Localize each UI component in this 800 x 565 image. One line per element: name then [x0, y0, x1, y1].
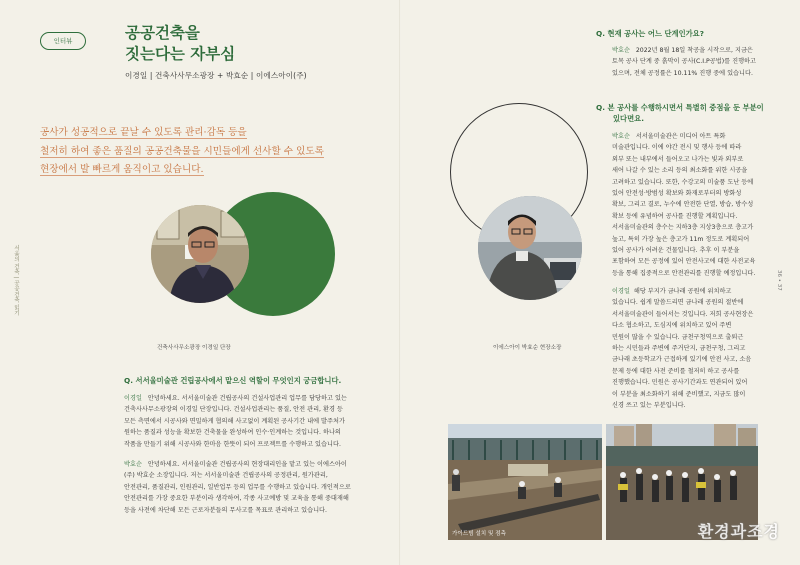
- lead-line-2: 철저히 하여 좋은 품질의 공공건축물을 시민들에게 선사할 수 있도록: [40, 145, 324, 157]
- answer-line: 등을 통해 집중적으로 안전관리를 진행할 예정입니다.: [612, 269, 756, 277]
- answer-line: 새어 나갈 수 있는 소리 등의 최소화를 위한 시공을: [612, 167, 748, 175]
- answer-line: 있어 안전성·방범성 확보와 화재로부터의 방화성: [612, 190, 742, 198]
- question-role: Q. 서서울미술관 건립공사에서 맡으신 역할이 무엇인지 궁금합니다.: [124, 376, 342, 385]
- article-title: [125, 22, 235, 64]
- answer-line: (주) 박효순 소장입니다. 저는 서서울미술관 건립공사의 공정관리, 원가관리,: [124, 472, 328, 480]
- byline: 이경일 | 건축사사무소광장 + 박효순 | 이에스아이(주): [125, 71, 307, 80]
- answer-line: 작품을 만들기 위해 시공사와 한마음 한뜻이 되어 프로젝트를 수행하고 있습니다.: [124, 440, 341, 448]
- answer-line: 하는 시민들과 주변에 주거단지, 금천구청, 그리고: [612, 345, 746, 353]
- answer-park-focus: [612, 131, 782, 279]
- answer-line: 고려하고 있습니다. 또한, 수강고의 미술품 도난 등에: [612, 178, 754, 186]
- photo-caption-lee: 건축사사무소광장 이경일 단장: [157, 345, 231, 351]
- speaker-park: 박효순: [612, 133, 630, 140]
- question-focus: [596, 102, 764, 124]
- answer-line: 안전관리, 품질관리, 인원관리, 일반업무 등의 업무를 수행하고 있습니다. 개인적으로: [124, 483, 351, 491]
- answer-line: 건축사사무소광장의 이경일 단장입니다. 건설사업관리는 품질, 안전 관리, 환경 등: [124, 406, 343, 414]
- lead-quote: [40, 124, 360, 180]
- speaker-lee: 이경일: [612, 288, 630, 295]
- answer-line: 확보 등에 유념하여 공사를 진행할 계획입니다.: [612, 212, 738, 220]
- answer-line: 안녕하세요. 서서울미술관 건립공사의 건설사업관리 업무를 담당하고 있는: [147, 395, 347, 402]
- title-line-2: 짓는다는 자부심: [125, 44, 236, 63]
- question-stage: Q. 현재 공사는 어느 단계인가요?: [596, 29, 704, 38]
- answer-line: 안전관리를 가장 중요한 부분이라 생각하여, 각종 사고예방 및 교육을 통해 중대재해: [124, 495, 349, 503]
- answer-line: 진행했습니다. 민원은 공사기간과도 연관되어 있어: [612, 379, 748, 387]
- answer-line: 금나래 초등학교가 근접하게 있기에 안전 사고, 소음: [612, 356, 752, 364]
- answer-park-stage: [612, 45, 782, 79]
- answer-line: 모든 측면에서 시공사와 면밀하게 협의해 사고없이 계획된 공사기간 내에 발주처가: [124, 417, 345, 425]
- lead-line-3: 현장에서 발 빠르게 움직이고 있습니다.: [40, 164, 204, 175]
- question-focus-line-2: 있다면요.: [613, 114, 644, 123]
- speaker-park: 박효순: [124, 461, 142, 468]
- answer-lee-complaints: [612, 286, 782, 411]
- answer-line: 문제 등에 대한 사전 준비를 철저히 하고 공사를: [612, 367, 740, 375]
- answer-line: 신경 쓰고 있는 부분입니다.: [612, 402, 686, 410]
- answer-line: 서서울미술관의 층수는 지하3층 지상3층으로 층고가: [612, 224, 754, 232]
- page-numbers: 36 • 37: [776, 270, 782, 291]
- site-photo-1-illustration: [448, 424, 602, 540]
- answer-line: 외부 또는 내부에서 들어오고 나가는 빛과 외부로: [612, 155, 744, 163]
- answer-line: 서서울미술관이 들어서는 것입니다. 저희 공사현장은: [612, 310, 754, 318]
- publisher-watermark: 환경과조경: [697, 522, 780, 541]
- portrait-lee-illustration: [151, 205, 249, 303]
- answer-line: 토목 공사 단계 중 흙막이 공사(C.I.P공법)를 진행하고: [612, 58, 757, 66]
- portrait-photo-park: [478, 196, 582, 300]
- section-label-vertical: 서울의 건축 | 공공건축 읽기: [13, 245, 19, 316]
- question-focus-line-1: Q. 본 공사를 수행하시면서 특별히 중점을 둔 부분이: [596, 103, 764, 112]
- answer-line: 원하는 품질과 성능을 확보한 건축물을 완성하여 인수·인계하는 것입니다. 하나의: [124, 429, 341, 437]
- interview-tag: 인터뷰: [40, 32, 86, 50]
- portrait-park-illustration: [478, 196, 582, 300]
- page-fold: [399, 0, 401, 565]
- answer-line: 있으며, 전체 공정률은 10.11% 진행 중에 있습니다.: [612, 69, 753, 77]
- answer-line: 서서울미술관은 미디어 아트 특화: [635, 133, 726, 140]
- answer-line: 이 부분을 최소화하기 위해 준비했고, 지금도 많이: [612, 390, 746, 398]
- speaker-lee: 이경일: [124, 395, 142, 402]
- answer-line: 미술관입니다. 이에 야간 전시 및 행사 등에 따라: [612, 144, 742, 152]
- answer-line: 있습니다. 쉽게 말씀드리면 금나래 공원의 절반에: [612, 299, 744, 307]
- lead-line-1: 공사가 성공적으로 끝날 수 있도록 관리·감독 등을: [40, 127, 247, 138]
- answer-lee-role: [124, 393, 386, 450]
- answer-line: 있어 공사가 어려운 건물입니다. 추후 이 부분을: [612, 247, 740, 255]
- answer-line: 높고, 특히 가장 높은 층고가 11m 정도로 계획되어: [612, 235, 750, 243]
- answer-park-role: [124, 459, 386, 516]
- answer-line: 안녕하세요. 서서울미술관 건립공사의 현장대리인을 맡고 있는 이에스아이: [147, 461, 347, 468]
- portrait-photo-lee: [151, 205, 249, 303]
- speaker-park: 박효순: [612, 47, 630, 54]
- photo-caption-park: 이에스아이 박효순 현장소장: [493, 345, 562, 351]
- answer-line: 확보, 그리고 결로, 누수에 안전한 단열, 방습, 방수성: [612, 201, 754, 209]
- site-photo-guide-beam: [448, 424, 602, 540]
- answer-line: 포함하여 모든 공정에 있어 안전사고에 대한 사전교육: [612, 258, 756, 266]
- answer-line: 다소 협소하고, 도심지에 위치하고 있어 주변: [612, 322, 732, 330]
- answer-line: 등을 사전에 차단해 모든 근로자분들의 무사고를 목표로 관리하고 있습니다.: [124, 506, 327, 514]
- answer-line: 민원이 많을 수 있습니다. 금천구청역으로 출퇴근: [612, 333, 744, 341]
- site-photo-caption: 가이드빔 설치 및 점측: [452, 531, 506, 537]
- answer-line: 2022년 8월 18일 착공을 시작으로, 지금은: [635, 47, 753, 54]
- title-line-1: 공공건축을: [125, 23, 200, 42]
- answer-line: 해당 부지가 금나래 공원에 위치하고: [633, 288, 732, 295]
